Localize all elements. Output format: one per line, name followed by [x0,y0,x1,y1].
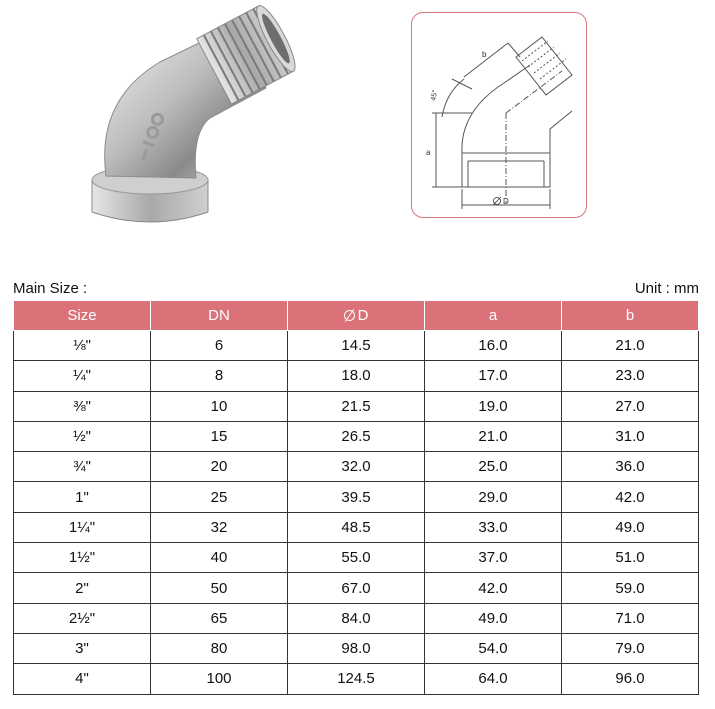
table-cell: 18.0 [288,361,425,391]
table-cell: 32.0 [288,452,425,482]
table-cell: 59.0 [562,573,699,603]
header-diameter [288,301,425,331]
table-cell: 96.0 [562,664,699,694]
table-cell: 55.0 [288,543,425,573]
table-header-row [14,301,699,331]
table-cell: 84.0 [288,603,425,633]
table-row [14,573,699,603]
table-cell: 37.0 [425,543,562,573]
table-cell: 67.0 [288,573,425,603]
table-row [14,543,699,573]
table-cell: 65 [151,603,288,633]
table-cell: ⅛" [14,331,151,361]
table-cell: 36.0 [562,452,699,482]
table-cell: 64.0 [425,664,562,694]
table-cell: 2" [14,573,151,603]
header-dn: DN [151,301,288,331]
table-cell: 19.0 [425,391,562,421]
table-cell: ⅜" [14,391,151,421]
table-row [14,603,699,633]
dimension-d-label: D [503,197,509,206]
table-cell: 29.0 [425,482,562,512]
table-cell: 10 [151,391,288,421]
table-cell: 23.0 [562,361,699,391]
table-row [14,482,699,512]
table-cell: 2½" [14,603,151,633]
table-row [14,664,699,694]
table-cell: 40 [151,543,288,573]
table-cell: 33.0 [425,512,562,542]
table-cell: 54.0 [425,633,562,663]
table-cell: 6 [151,331,288,361]
table-cell: 98.0 [288,633,425,663]
table-cell: 1¼" [14,512,151,542]
table-cell: 1½" [14,543,151,573]
table-cell: 48.5 [288,512,425,542]
table-row [14,512,699,542]
header-size: Size [14,301,151,331]
table-row [14,452,699,482]
table-cell: 42.0 [562,482,699,512]
table-cell: 100 [151,664,288,694]
table-row [14,391,699,421]
product-photo [70,0,310,230]
table-cell: 49.0 [562,512,699,542]
dimension-a-label: a [426,148,431,157]
table-cell: 25 [151,482,288,512]
caption-row [13,280,699,298]
main-size-caption: Main Size : [13,280,88,297]
table-cell: 80 [151,633,288,663]
table-cell: 79.0 [562,633,699,663]
table-cell: 21.0 [562,331,699,361]
table-cell: 1" [14,482,151,512]
table-row [14,331,699,361]
dimension-angle-label: 45° [430,89,440,102]
header-diameter-label: D [357,307,369,324]
table-row [14,361,699,391]
table-cell: 32 [151,512,288,542]
table-cell: 17.0 [425,361,562,391]
table-cell: ¼" [14,361,151,391]
unit-caption: Unit : mm [634,280,699,297]
diameter-symbol-icon [344,310,355,321]
table-cell: 39.5 [288,482,425,512]
dimensions-table [13,300,699,695]
table-cell: 21.0 [425,421,562,451]
table-row [14,633,699,663]
table-cell: ½" [14,421,151,451]
table-row [14,421,699,451]
header-b: b [562,301,699,331]
table-body [14,331,699,695]
table-cell: 27.0 [562,391,699,421]
table-cell: 20 [151,452,288,482]
table-cell: 21.5 [288,391,425,421]
technical-drawing [412,13,588,219]
table-cell: 42.0 [425,573,562,603]
table-cell: 25.0 [425,452,562,482]
table-cell: 26.5 [288,421,425,451]
table-cell: 4" [14,664,151,694]
table-cell: 15 [151,421,288,451]
table-cell: ¾" [14,452,151,482]
dimension-b-label: b [482,50,487,59]
table-cell: 16.0 [425,331,562,361]
table-cell: 3" [14,633,151,663]
table-cell: 51.0 [562,543,699,573]
table-cell: 124.5 [288,664,425,694]
table-cell: 31.0 [562,421,699,451]
table-cell: 71.0 [562,603,699,633]
table-cell: 49.0 [425,603,562,633]
table-cell: 14.5 [288,331,425,361]
technical-drawing-frame [411,12,587,218]
header-a: a [425,301,562,331]
table-cell: 8 [151,361,288,391]
table-cell: 50 [151,573,288,603]
